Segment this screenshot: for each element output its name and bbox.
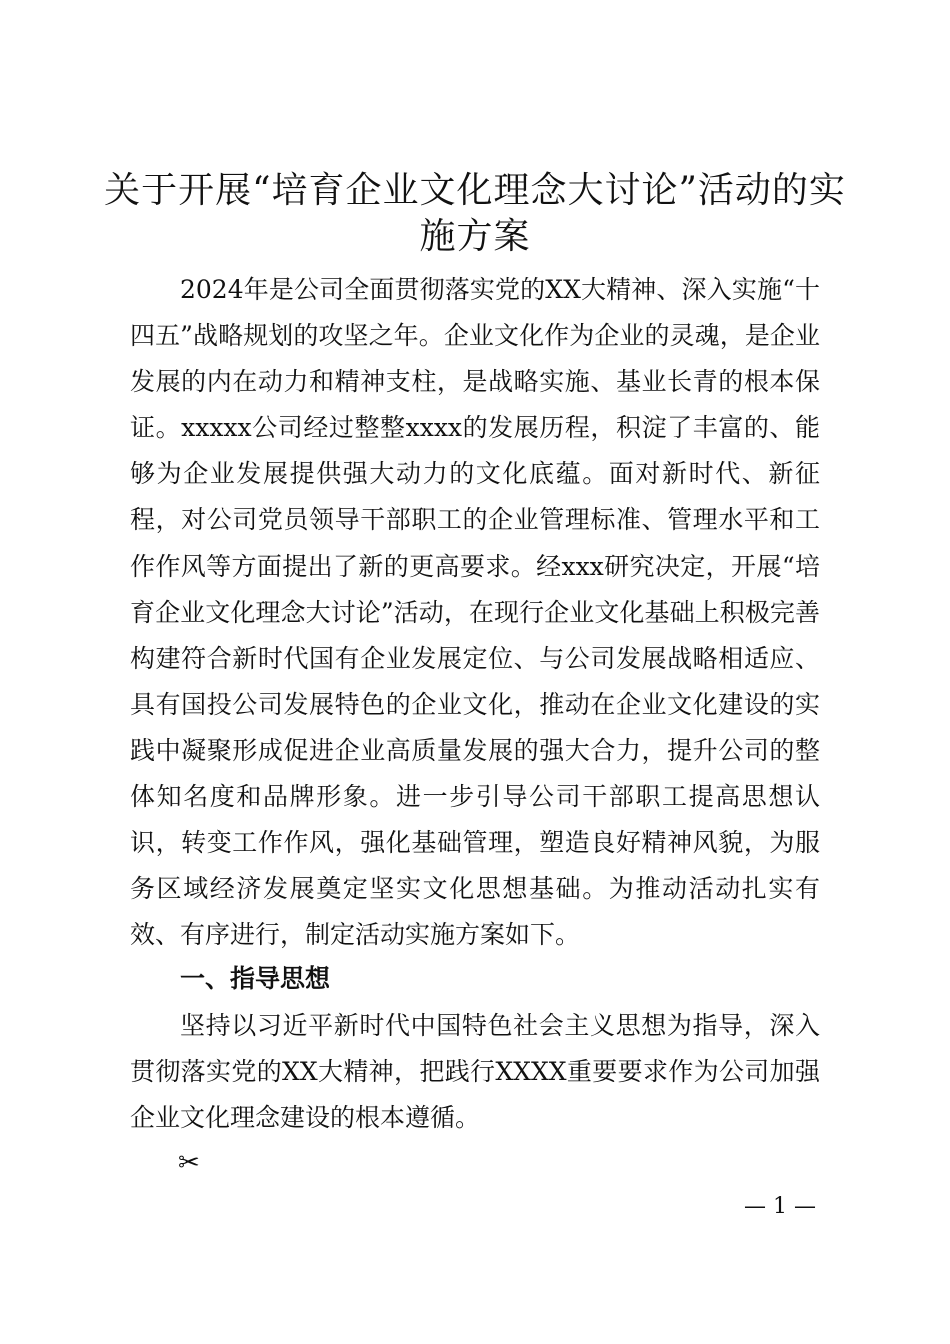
intro-paragraph: 2024年是公司全面贯彻落实党的XX大精神、深入实施“十四五”战略规划的攻坚之年。企业文化作为企业的灵魂，是企业发展的内在动力和精神支柱，是战略实施、基业长青的根本保证。xxxxx公司经过整整xxxx的发展历程，积淀了丰富的、能够为企业发展提供强大动力的文化底蕴。面对新时代、新征程，对公司党员领导干部职工的企业管理标准、管理水平和工作作风等方面提出了新的更高要求。经xxx研究决定，开展“培育企业文化理念大讨论”活动，在现行企业文化基础上积极完善构建符合新时代国有企业发展定位、与公司发展战略相适应、具有国投公司发展特色的企业文化，推动在企业文化建设的实践中凝聚形成促进企业高质量发展的强大合力，提升公司的整体知名度和品牌形象。进一步引导公司干部职工提高思想认识，转变工作作风，强化基础管理，塑造良好精神风貌，为服务区域经济发展奠定坚实文化思想基础。为推动活动扎实有效、有序进行，制定活动实施方案如下。	[130, 275, 820, 950]
guiding-ideology-paragraph: 坚持以习近平新时代中国特色社会主义思想为指导，深入贯彻落实党的XX大精神，把践行XXXX重要要求作为公司加强企业文化理念建设的根本遵循。	[130, 1011, 820, 1133]
section-heading-guiding-ideology: 一、指导思想	[180, 964, 331, 993]
document-title: 关于开展“培育企业文化理念大讨论”活动的实施方案	[104, 170, 846, 257]
scissors-icon: ✂	[178, 1148, 200, 1178]
page-number: — 1 —	[744, 1194, 816, 1219]
